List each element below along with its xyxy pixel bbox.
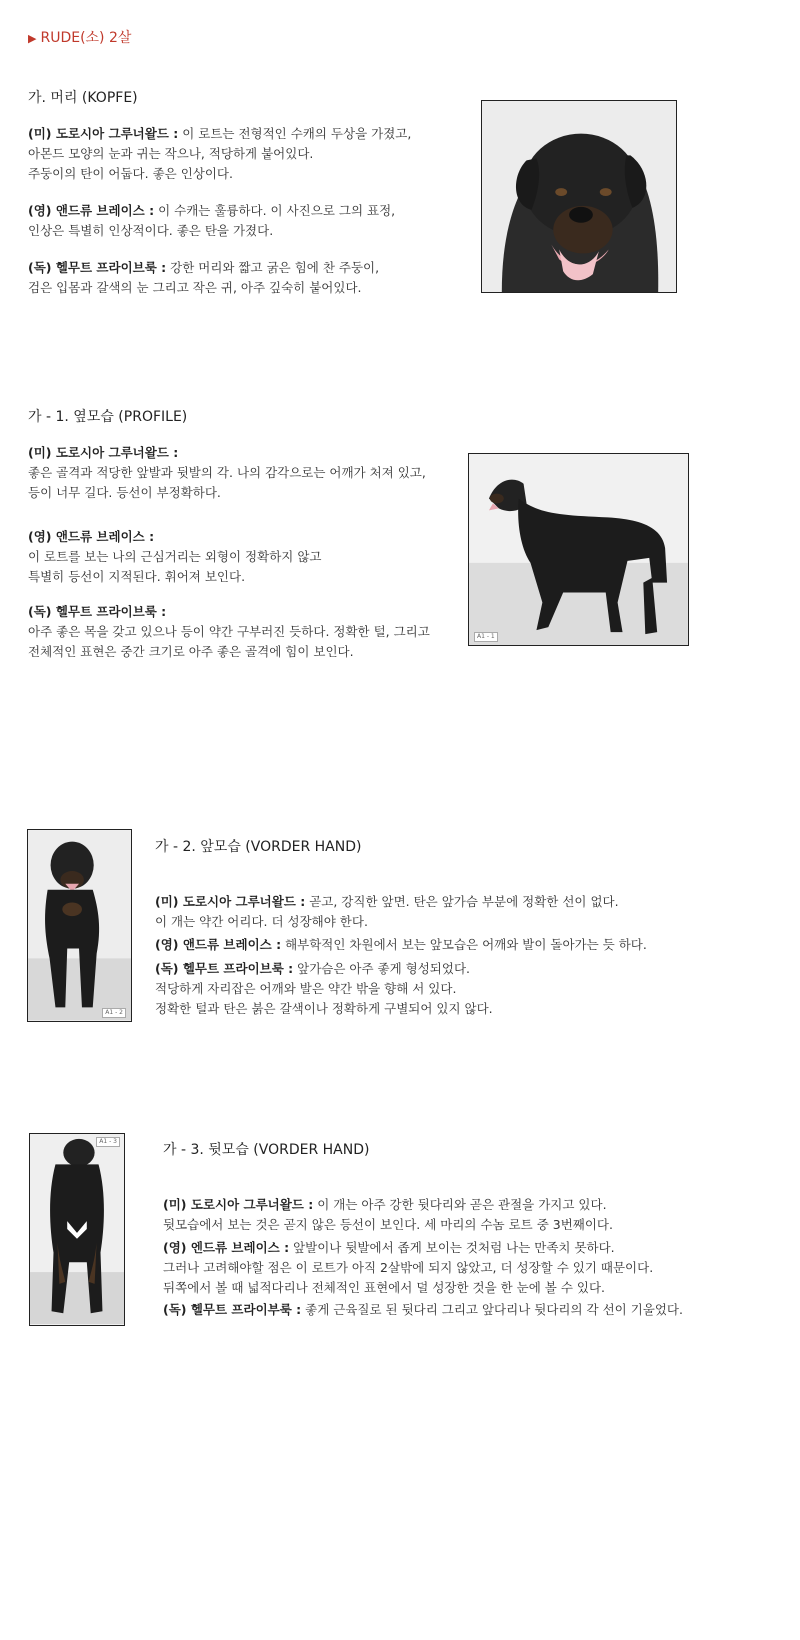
comment-uk-profile: (영) 앤드류 브레이스 : 이 로트를 보는 나의 근심거리는 외형이 정확하지 않고 특별히 등선이 지적된다. 휘어져 보인다. [28, 529, 322, 584]
comment-uk-front: (영) 앤드류 브레이스 : 해부학적인 차원에서 보는 앞모습은 어깨와 발이 돌아가는 듯 하다. [155, 937, 647, 952]
comment-us-front: (미) 도로시아 그루너왈드 : 곧고, 강직한 앞면. 탄은 앞가슴 부분에 정확한 선이 없다. 이 개는 약간 어리다. 더 성장해야 한다. [155, 894, 619, 929]
section-heading-head: 가. 머리 (KOPFE) [28, 90, 138, 106]
section-heading-front: 가 - 2. 앞모습 (VORDER HAND) [155, 839, 362, 855]
comment-de-profile: (독) 헬무트 프라이브룩 : 아주 좋은 목을 갖고 있으나 등이 약간 구부러진 듯하다. 정확한 털, 그리고 전체적인 표현은 중간 크기로 아주 좋은 골격에 힘이 보인다. [28, 604, 430, 659]
dog-front-photo [27, 829, 132, 1022]
comment-de-front: (독) 헬무트 프라이브룩 : 앞가슴은 아주 좋게 형성되었다. 적당하게 자리잡은 어깨와 발은 약간 밖을 향해 서 있다. 정확한 털과 탄은 붉은 갈색이나 정확하게 구별되어 있지 않다. [155, 961, 493, 1016]
comment-de-rear: (독) 헬무트 프라이부룩 : 좋게 근육질로 된 뒷다리 그리고 앞다리나 뒷다리의 각 선이 기울었다. [163, 1302, 683, 1317]
triangle-bullet-icon: ▶ [28, 32, 37, 45]
comment-de-head: (독) 헬무트 프라이브룩 : 강한 머리와 짧고 굵은 힘에 찬 주둥이, 검은 입몸과 갈색의 눈 그리고 작은 귀, 아주 깊숙히 붙어있다. [28, 260, 380, 295]
dog-profile-photo [468, 453, 689, 646]
rottweiler-profile-image [469, 454, 688, 645]
rottweiler-front-image [28, 830, 131, 1021]
dog-head-photo [481, 100, 677, 293]
dog-rear-photo [29, 1133, 125, 1326]
section-heading-profile: 가 - 1. 옆모습 (PROFILE) [28, 409, 188, 425]
comment-us-profile: (미) 도로시아 그루너왈드 : 좋은 골격과 적당한 앞발과 뒷발의 각. 나의 감각으로는 어깨가 처져 있고, 등이 너무 길다. 등선이 부정확하다. [28, 445, 426, 500]
page-title: ▶ RUDE(소) 2살 [28, 30, 132, 46]
rottweiler-head-image [482, 101, 676, 292]
comment-uk-rear: (영) 엔드류 브레이스 : 앞발이나 뒷발에서 좁게 보이는 것처럼 나는 만족치 못하다. 그러나 고려해야할 점은 이 로트가 아직 2살밖에 되지 않았고, 더 성장할 수 있기 때문이다. 뒤쪽에서 볼 때 넓적다리나 전체적인 표현에서 덜 성장한 것을 한 눈에 볼 수 있다. [163, 1240, 654, 1295]
photo-label: A1 - 1 [474, 632, 498, 642]
photo-label: A1 - 3 [96, 1137, 120, 1147]
section-heading-rear: 가 - 3. 뒷모습 (VORDER HAND) [163, 1142, 370, 1158]
comment-us-rear: (미) 도로시아 그루너왈드 : 이 개는 아주 강한 뒷다리와 곧은 관절을 가지고 있다. 뒷모습에서 보는 것은 곧지 않은 등선이 보인다. 세 마리의 수놈 로트 중 3번째이다. [163, 1197, 613, 1232]
comment-us-head: (미) 도로시아 그루너왈드 : 이 로트는 전형적인 수캐의 두상을 가졌고, 아몬드 모양의 눈과 귀는 작으나, 적당하게 붙어있다. 주둥이의 탄이 어둡다. 좋은 인상이다. [28, 126, 412, 181]
rottweiler-rear-image [30, 1134, 124, 1325]
photo-label: A1 - 2 [102, 1008, 126, 1018]
comment-uk-head: (영) 앤드류 브레이스 : 이 수캐는 훌륭하다. 이 사진으로 그의 표정, 인상은 특별히 인상적이다. 좋은 탄을 가졌다. [28, 203, 396, 238]
